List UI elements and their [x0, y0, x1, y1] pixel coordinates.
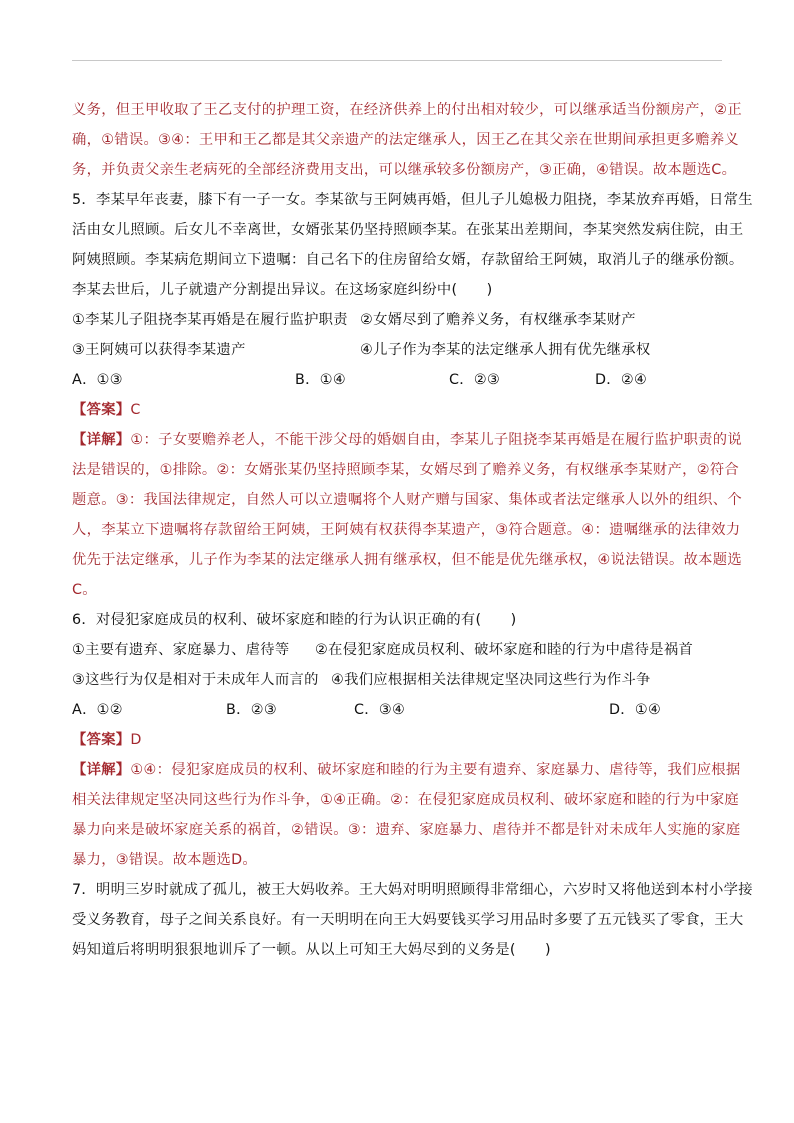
- detail-label: 【详解】: [72, 762, 131, 778]
- prev-explanation-line: 义务，但王甲收取了王乙支付的护理工资，在经济供养上的付出相对较少，可以继承适当份额房产，②正: [72, 102, 742, 118]
- detail-line: C。: [72, 582, 97, 598]
- question-stem-line: 活由女儿照顾。后女儿不幸离世，女婿张某仍坚持照顾李某。在张某出差期间，李某突然发病住院，由王: [72, 222, 744, 238]
- option-b: B．②③: [226, 702, 277, 718]
- detail-line: 题意。③：我国法律规定，自然人可以立遗嘱将个人财产赠与国家、集体或者法定继承人以外的组织、个: [72, 492, 742, 508]
- options-row: [72, 695, 728, 725]
- detail-line: [72, 755, 741, 785]
- statement: ④儿子作为李某的法定继承人拥有优先继承权: [360, 342, 651, 358]
- options-row: [72, 365, 728, 395]
- question-6: [72, 605, 741, 875]
- statement: ①主要有遗弃、家庭暴力、虐待等: [72, 642, 290, 658]
- detail-text: ①④：侵犯家庭成员的权利、破坏家庭和睦的行为主要有遗弃、家庭暴力、虐待等，我们应根据: [130, 762, 741, 778]
- statement: ②在侵犯家庭成员权利、破坏家庭和睦的行为中虐待是祸首: [315, 642, 694, 658]
- statement-row: [72, 635, 728, 665]
- option-d: D．②④: [595, 372, 648, 388]
- statement-row: [72, 665, 728, 695]
- statement: ④我们应根据相关法律规定坚决同这些行为作斗争: [331, 672, 651, 688]
- detail-label: 【详解】: [72, 432, 131, 448]
- answer-line: [72, 395, 728, 425]
- question-stem-line: 阿姨照顾。李某病危期间立下遗嘱：自己名下的住房留给女婿，存款留给王阿姨，取消儿子的继承份额。: [72, 252, 744, 268]
- detail-line: 优先于法定继承，儿子作为李某的法定继承人拥有继承权，但不能是优先继承权，④说法错误。故本题选: [72, 552, 742, 568]
- detail-line: 暴力向来是破坏家庭关系的祸首，②错误。③：遗弃、家庭暴力、虐待并不都是针对未成年人实施的家庭: [72, 822, 741, 838]
- statement-row: [72, 305, 728, 335]
- answer-line: [72, 725, 728, 755]
- option-a: A．①③: [72, 372, 123, 388]
- answer-label: 【答案】: [72, 402, 131, 418]
- question-5: [72, 185, 753, 605]
- option-b: B．①④: [295, 372, 346, 388]
- prev-explanation-line: 务，并负责父亲生老病死的全部经济费用支出，可以继承较多份额房产，③正确，④错误。故本题选C。: [72, 162, 737, 178]
- statement: ③这些行为仅是相对于未成年人而言的: [72, 672, 319, 688]
- option-d: D．①④: [609, 702, 662, 718]
- page-content: [72, 95, 753, 965]
- answer-value: C: [130, 402, 141, 418]
- detail-line: 人，李某立下遗嘱将存款留给王阿姨，王阿姨有权获得李某遗产，③符合题意。④：遗嘱继承的法律效力: [72, 522, 741, 538]
- question-stem-line: 李某去世后，儿子就遗产分割提出异议。在这场家庭纠纷中( ): [72, 282, 493, 298]
- detail-line: 法是错误的，①排除。②：女婿张某仍坚持照顾李某，女婿尽到了赡养义务，有权继承李某财产，②符合: [72, 462, 740, 478]
- question-7: [72, 875, 753, 965]
- question-stem-line: 6．对侵犯家庭成员的权利、破坏家庭和睦的行为认识正确的有( ): [72, 612, 517, 628]
- option-c: C．②③: [449, 372, 501, 388]
- prev-explanation-line: 确，①错误。③④：王甲和王乙都是其父亲遗产的法定继承人，因王乙在其父亲在世期间承担更多赡养义: [72, 132, 740, 148]
- detail-line: 暴力，③错误。故本题选D。: [72, 852, 257, 868]
- detail-line: [72, 425, 742, 455]
- detail-text: ①：子女要赡养老人，不能干涉父母的婚姻自由，李某儿子阻挠李某再婚是在履行监护职责的说: [130, 432, 742, 448]
- question-stem-line: 5．李某早年丧妻，膝下有一子一女。李某欲与王阿姨再婚，但儿子儿媳极力阻挠，李某放弃再婚，日常生: [72, 192, 753, 208]
- answer-value: D: [130, 732, 142, 748]
- header-rule: [72, 60, 722, 61]
- statement-row: [72, 335, 728, 365]
- detail-line: 相关法律规定坚决同这些行为作斗争，①④正确。②：在侵犯家庭成员权利、破坏家庭和睦的行为中家庭: [72, 792, 740, 808]
- statement: ②女婿尽到了赡养义务，有权继承李某财产: [360, 312, 636, 328]
- statement: ①李某儿子阻挠李某再婚是在履行监护职责: [72, 312, 348, 328]
- option-c: C．③④: [354, 702, 406, 718]
- statement: ③王阿姨可以获得李某遗产: [72, 342, 246, 358]
- question-stem-line: 妈知道后将明明狠狠地训斥了一顿。从以上可知王大妈尽到的义务是( ): [72, 942, 551, 958]
- question-stem-line: 7．明明三岁时就成了孤儿，被王大妈收养。王大妈对明明照顾得非常细心，六岁时又将他送到本村小学接: [72, 882, 753, 898]
- answer-label: 【答案】: [72, 732, 131, 748]
- option-a: A．①②: [72, 702, 123, 718]
- question-stem-line: 受义务教育，母子之间关系良好。有一天明明在向王大妈要钱买学习用品时多要了五元钱买了零食，王大: [72, 912, 744, 928]
